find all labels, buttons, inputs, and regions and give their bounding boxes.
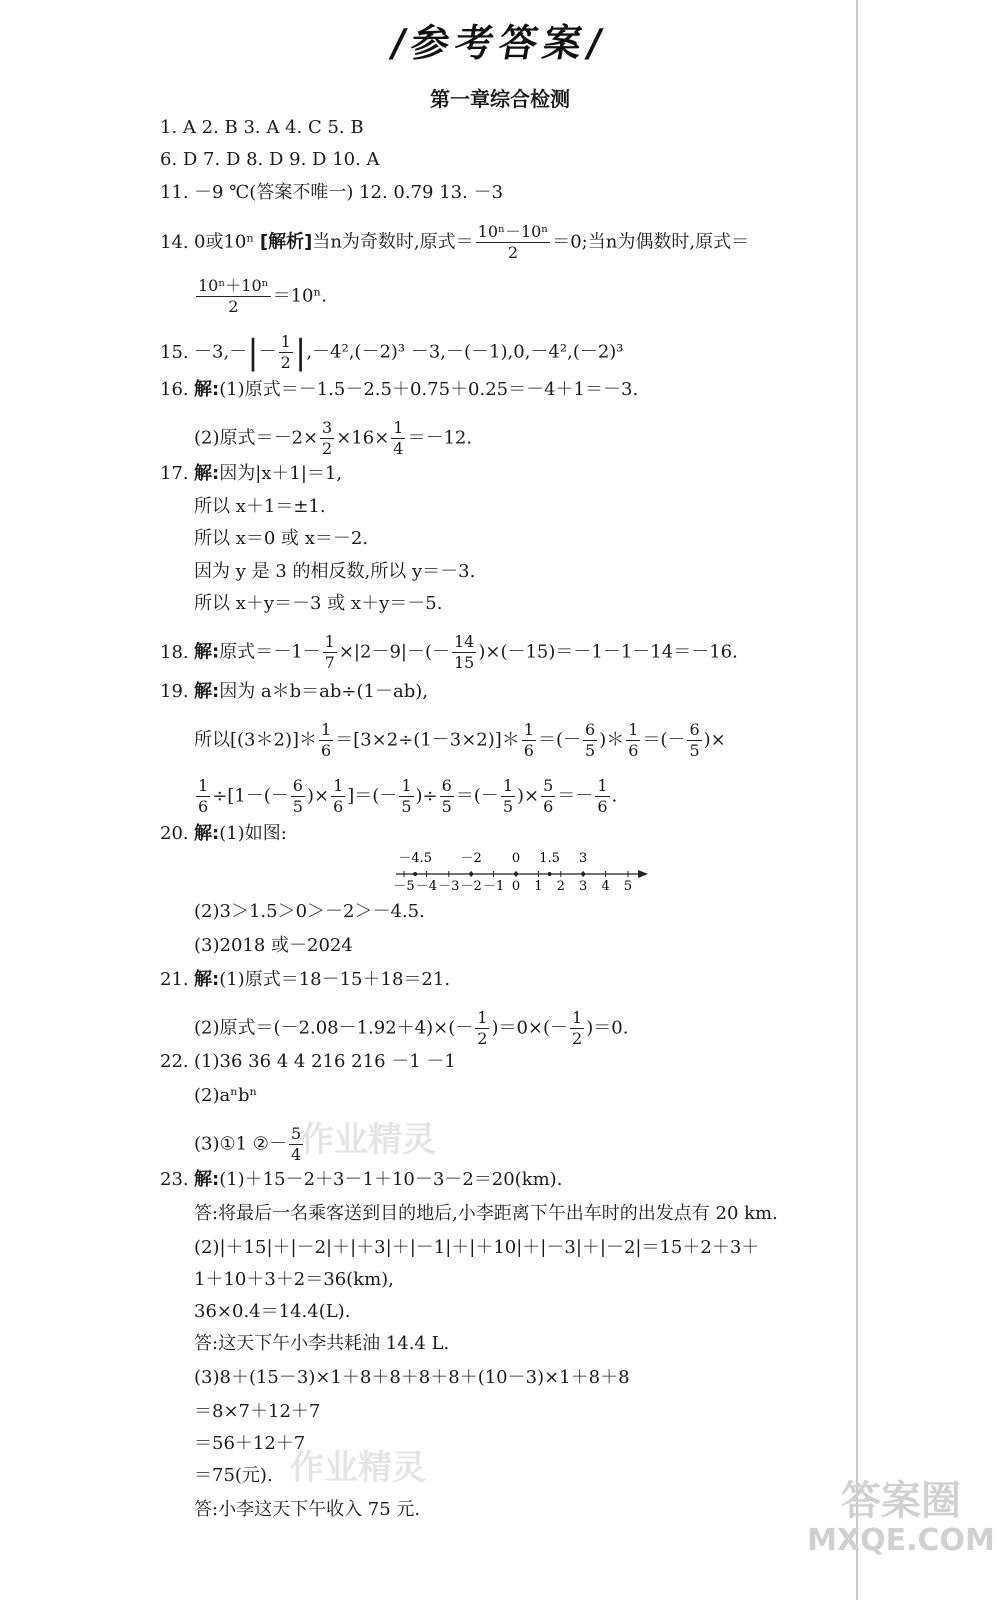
page-header	[0, 12, 1000, 67]
answer-16-part1: 16. 解:(1)原式＝－1.5－2.5＋0.75＋0.25＝－4＋1＝－3.	[160, 379, 639, 400]
answer-17-line1: 17. 解:因为|x＋1|＝1,	[160, 463, 343, 484]
answer-23-line10: ＝75(元).	[194, 1465, 273, 1486]
answer-23-line1: 23. 解:(1)＋15－2＋3－1＋10－3－2＝20(km).	[160, 1169, 563, 1190]
answer-line-1-5: 1. A 2. B 3. A 4. C 5. B	[160, 117, 364, 138]
number-line-tick-label: 4	[601, 879, 610, 892]
answer-20-line2: (2)3＞1.5＞0＞－2＞－4.5.	[194, 901, 425, 922]
answer-17-line5: 所以 x＋y＝－3 或 x＋y＝－5.	[194, 593, 443, 614]
number-line-tick-label: －4	[415, 879, 438, 892]
fraction: $\frac{1}{4}$	[393, 418, 404, 458]
answer-23-line4: 1＋10＋3＋2＝36(km),	[194, 1269, 394, 1290]
number-line-tick-label: 3	[579, 879, 588, 892]
number-line-tick-label: 2	[556, 879, 565, 892]
answer-19-line3: $\frac{1}{6}$ ÷[1－(－ $\frac{6}{5}$ )× $\frac{1}{6}$ ]＝(－ $\frac{1}{5}$ )÷ $\frac{6}{5}$ ＝(－ $\frac{1}{5}$ )× $\frac{5}{6}$ ＝－ $\frac{1}{6}$ .	[198, 776, 618, 816]
number-line-point-label: －4.5	[398, 851, 433, 866]
section-title: 第一章综合检测	[430, 87, 570, 111]
number-line-diagram	[392, 848, 652, 892]
answer-22-line2: (2)aⁿbⁿ	[194, 1085, 258, 1106]
answer-20-line1: 20. 解:(1)如图:	[160, 823, 287, 844]
answer-14: 14. 0或10ⁿ [解析]当n为奇数时,原式＝ $\frac{\text{10ⁿ－10ⁿ}}{2}$ ＝0;当n为偶数时,原式＝	[160, 222, 750, 262]
answer-23-line9: ＝56＋12＋7	[194, 1433, 306, 1454]
answer-22-line1: 22. (1)36 36 4 4 216 216 －1 －1	[160, 1051, 456, 1072]
answer-23-line5: 36×0.4＝14.4(L).	[194, 1301, 351, 1322]
answer-23-line7: (3)8＋(15－3)×1＋8＋8＋8＋8＋(10－3)×1＋8＋8	[194, 1367, 630, 1388]
answer-23-line11: 答:小李这天下午收入 75 元.	[194, 1499, 421, 1520]
fraction: $\frac{1}{7}$	[324, 632, 335, 672]
answer-23-line2: 答:将最后一名乘客送到目的地后,小李距离下午出车时的出发点有 20 km.	[194, 1203, 778, 1224]
number-line-tick-label: －5	[393, 879, 415, 892]
number-line-point-label: 3	[579, 851, 588, 866]
fraction: $\frac{1}{2}$	[280, 332, 291, 372]
fraction: $\frac{14}{15}$	[453, 632, 475, 672]
answer-14-continued: $\frac{\text{10ⁿ＋10ⁿ}}{2}$ ＝10ⁿ.	[198, 276, 327, 316]
answer-19-line1: 19. 解:因为 a＊b＝ab÷(1－ab),	[160, 681, 428, 702]
number-line-point-label: 1.5	[539, 851, 560, 866]
number-line-tick-label: －1	[482, 879, 505, 892]
number-line-point-label: －2	[460, 851, 482, 866]
answer-16-part2: (2)原式＝－2× $\frac{3}{2}$ ×16× $\frac{1}{4}$ ＝－12.	[194, 418, 473, 458]
answer-18: 18. 解:原式＝－1－ $\frac{1}{7}$ ×|2－9|－(－ $\frac{14}{15}$ )×(－15)＝－1－1－14＝－16.	[160, 632, 738, 672]
answer-19-line2: 所以[(3＊2)]＊ $\frac{1}{6}$ ＝[3×2÷(1－3×2)]＊ $\frac{1}{6}$ ＝(－ $\frac{6}{5}$ )＊ $\frac{1}{6}$ ＝(－ $\frac{6}{5}$ )×	[194, 720, 726, 760]
answer-23-line6: 答:这天下午小李共耗油 14.4 L.	[194, 1333, 450, 1354]
answer-line-11-13: 11. －9 ℃(答案不唯一) 12. 0.79 13. －3	[160, 182, 504, 203]
site-logo: 答案圈 MXQE.COM	[807, 1478, 995, 1558]
answer-21-line1: 21. 解:(1)原式＝18－15＋18＝21.	[160, 969, 451, 990]
number-line-tick-label: －3	[438, 879, 460, 892]
answer-17-line3: 所以 x＝0 或 x＝－2.	[194, 528, 369, 549]
answer-21-line2: (2)原式＝(－2.08－1.92＋4)×(－ $\frac{1}{2}$ )＝0×(－ $\frac{1}{2}$ )＝0.	[194, 1008, 629, 1048]
page-edge-line	[856, 0, 858, 1600]
answer-line-6-10: 6. D 7. D 8. D 9. D 10. A	[160, 149, 380, 170]
answer-22-line3: (3)①1 ②－ $\frac{5}{4}$	[194, 1124, 302, 1164]
answer-17-line4: 因为 y 是 3 的相反数,所以 y＝－3.	[194, 561, 476, 582]
fraction: $\frac{\text{10ⁿ－10ⁿ}}{2}$	[477, 222, 549, 262]
arrow-icon	[638, 870, 648, 878]
answer-23-line3: (2)|＋15|＋|－2|＋|＋3|＋|－1|＋|＋10|＋|－3|＋|－2|＝15＋2＋3＋	[194, 1237, 760, 1258]
number-line-tick-label: 1	[534, 879, 543, 892]
fraction: $\frac{\text{10ⁿ＋10ⁿ}}{2}$	[198, 276, 269, 316]
header-title: /参考答案/	[387, 21, 612, 65]
answer-15: 15. －3,－|－ $\frac{1}{2}$ |,－4²,(－2)³ －3,－(－1),0,－4²,(－2)³	[160, 332, 624, 373]
fraction: $\frac{3}{2}$	[322, 418, 333, 458]
answer-17-line2: 所以 x＋1＝±1.	[194, 496, 326, 517]
number-line-tick-label: 0	[511, 879, 521, 892]
watermark-text: 作业精灵	[290, 1448, 426, 1488]
answer-23-line8: ＝8×7＋12＋7	[194, 1401, 321, 1422]
number-line-tick-label: 5	[623, 879, 633, 892]
answer-20-line3: (3)2018 或－2024	[194, 935, 353, 956]
number-line-tick-label: －2	[460, 879, 482, 892]
watermark-text: 作业精灵	[300, 1120, 436, 1160]
number-line-point-label: 0	[511, 851, 521, 866]
